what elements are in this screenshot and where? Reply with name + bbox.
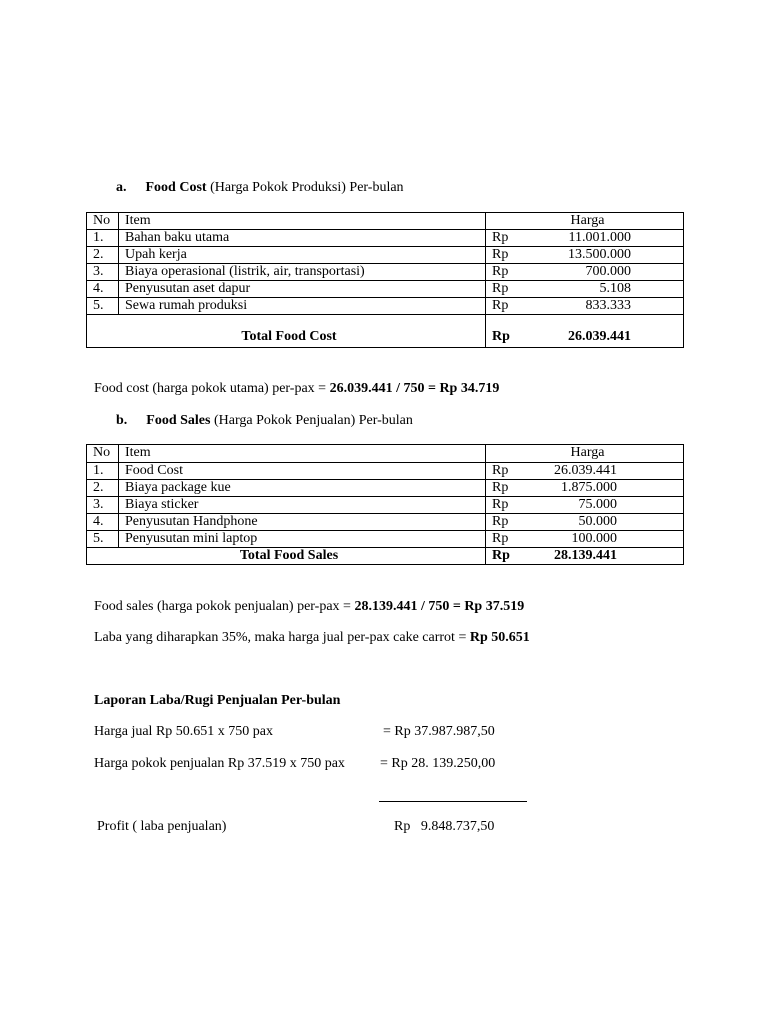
row-harga — [486, 247, 684, 264]
total-harga — [486, 548, 684, 565]
row-harga — [486, 281, 684, 298]
row-no: 4. — [87, 281, 119, 298]
cost-total-label: Harga pokok penjualan Rp 37.519 x 750 pax — [94, 756, 345, 771]
food-cost-formula: 26.039.441 / 750 = Rp 34.719 — [329, 381, 500, 396]
section-b-title-bold: Food Sales — [146, 413, 211, 428]
table-row — [87, 463, 684, 480]
food-sales-per-pax — [94, 599, 524, 615]
row-amount: 700.000 — [585, 264, 631, 279]
table-row — [87, 264, 684, 281]
selling-total-label: Harga jual Rp 50.651 x 750 pax — [94, 724, 273, 739]
row-item: Penyusutan Handphone — [119, 514, 486, 531]
cost-total-value: = Rp 28. 139.250,00 — [380, 756, 496, 771]
food-cost-table — [86, 212, 684, 348]
total-harga — [486, 315, 684, 348]
row-harga — [486, 514, 684, 531]
row-item: Upah kerja — [119, 247, 486, 264]
food-sales-formula: 28.139.441 / 750 = Rp 37.519 — [354, 599, 525, 614]
currency-label: Rp — [492, 548, 510, 563]
total-label: Total Food Sales — [87, 548, 486, 565]
currency-label: Rp — [492, 264, 509, 279]
total-label: Total Food Cost — [87, 315, 486, 348]
sum-divider — [379, 801, 527, 802]
row-no: 5. — [87, 531, 119, 548]
selling-total-value: = Rp 37.987.987,50 — [383, 724, 495, 739]
currency-label: Rp — [492, 514, 509, 529]
row-no: 1. — [87, 230, 119, 247]
selling-price-value: Rp 50.651 — [469, 630, 530, 645]
row-amount: 5.108 — [599, 281, 631, 296]
table-row — [87, 230, 684, 247]
row-item: Sewa rumah produksi — [119, 298, 486, 315]
row-item: Biaya sticker — [119, 497, 486, 514]
row-harga — [486, 497, 684, 514]
row-amount: 26.039.441 — [554, 463, 617, 478]
row-no: 3. — [87, 497, 119, 514]
table-row — [87, 298, 684, 315]
food-cost-text: Food cost (harga pokok utama) per-pax = — [94, 381, 330, 396]
currency-label: Rp — [492, 531, 509, 546]
currency-label: Rp — [492, 329, 510, 344]
section-a-marker: a. — [116, 180, 127, 195]
table-row — [87, 531, 684, 548]
row-no: 2. — [87, 247, 119, 264]
row-no: 2. — [87, 480, 119, 497]
currency-label: Rp — [492, 230, 509, 245]
section-a-heading — [116, 180, 404, 196]
profit-target-line — [94, 630, 530, 646]
row-amount: 50.000 — [578, 514, 617, 529]
header-no: No — [87, 445, 119, 463]
row-harga — [486, 264, 684, 281]
row-item: Bahan baku utama — [119, 230, 486, 247]
currency-label: Rp — [492, 247, 509, 262]
row-harga — [486, 480, 684, 497]
currency-label: Rp — [492, 281, 509, 296]
header-harga: Harga — [486, 445, 684, 463]
row-no: 3. — [87, 264, 119, 281]
row-item: Biaya operasional (listrik, air, transportasi) — [119, 264, 486, 281]
currency-label: Rp — [492, 497, 509, 512]
row-amount: 11.001.000 — [568, 230, 631, 245]
row-no: 4. — [87, 514, 119, 531]
table-header-row — [87, 445, 684, 463]
section-a-title-bold: Food Cost — [145, 180, 207, 195]
total-row — [87, 548, 684, 565]
table-header-row — [87, 213, 684, 230]
currency-label: Rp — [492, 298, 509, 313]
table-row — [87, 497, 684, 514]
row-amount: 1.875.000 — [561, 480, 617, 495]
row-item: Penyusutan aset dapur — [119, 281, 486, 298]
row-harga — [486, 463, 684, 480]
header-no: No — [87, 213, 119, 230]
table-row — [87, 480, 684, 497]
profit-value: Rp 9.848.737,50 — [394, 819, 495, 834]
row-amount: 13.500.000 — [568, 247, 631, 262]
food-sales-table — [86, 444, 684, 565]
table-row — [87, 247, 684, 264]
food-cost-per-pax — [94, 381, 499, 397]
table-row — [87, 281, 684, 298]
section-b-heading — [116, 413, 413, 429]
row-item: Biaya package kue — [119, 480, 486, 497]
section-b-title-rest: (Harga Pokok Penjualan) Per-bulan — [210, 413, 413, 428]
report-title: Laporan Laba/Rugi Penjualan Per-bulan — [94, 693, 341, 708]
row-harga — [486, 531, 684, 548]
currency-label: Rp — [492, 463, 509, 478]
table-row — [87, 514, 684, 531]
profit-label: Profit ( laba penjualan) — [97, 819, 227, 834]
row-harga — [486, 298, 684, 315]
row-amount: 833.333 — [585, 298, 631, 313]
row-item: Penyusutan mini laptop — [119, 531, 486, 548]
header-item: Item — [119, 213, 486, 230]
header-harga: Harga — [486, 213, 684, 230]
currency-label: Rp — [492, 480, 509, 495]
row-item: Food Cost — [119, 463, 486, 480]
total-amount: 28.139.441 — [554, 548, 617, 563]
row-no: 5. — [87, 298, 119, 315]
header-item: Item — [119, 445, 486, 463]
row-amount: 100.000 — [571, 531, 617, 546]
row-amount: 75.000 — [578, 497, 617, 512]
total-row — [87, 315, 684, 348]
section-b-marker: b. — [116, 413, 128, 428]
section-a-title-rest: (Harga Pokok Produksi) Per-bulan — [206, 180, 404, 195]
food-sales-text: Food sales (harga pokok penjualan) per-pax = — [94, 599, 355, 614]
row-no: 1. — [87, 463, 119, 480]
profit-target-text: Laba yang diharapkan 35%, maka harga jual per-pax cake carrot = — [94, 630, 470, 645]
total-amount: 26.039.441 — [568, 329, 631, 344]
row-harga — [486, 230, 684, 247]
